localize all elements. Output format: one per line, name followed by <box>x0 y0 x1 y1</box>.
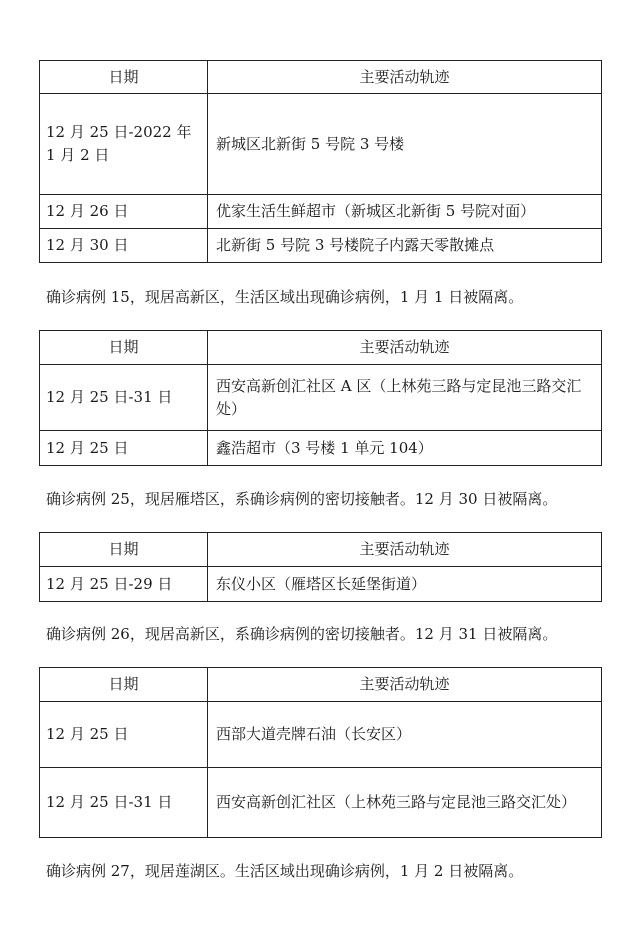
table-header-row <box>40 668 602 702</box>
table-row <box>40 431 602 466</box>
track-header: 主要活动轨迹 <box>208 668 602 702</box>
table-header-row <box>40 61 602 94</box>
table-row <box>40 567 602 602</box>
case-paragraph: 确诊病例 25，现居雁塔区，系确诊病例的密切接触者。12 月 30 日被隔离。 <box>46 490 558 508</box>
table-header-row <box>40 331 602 365</box>
track-table-3 <box>39 532 602 602</box>
table-row <box>40 229 602 263</box>
date-header: 日期 <box>40 61 208 94</box>
track-cell: 优家生活生鲜超市（新城区北新街 5 号院对面） <box>208 195 602 229</box>
track-table-2 <box>39 330 602 466</box>
case-paragraph: 确诊病例 27，现居莲湖区。生活区域出现确诊病例，1 月 2 日被隔离。 <box>46 862 524 880</box>
table-row <box>40 94 602 195</box>
date-cell: 12 月 30 日 <box>40 229 208 263</box>
table-row <box>40 195 602 229</box>
track-cell: 西安高新创汇社区 A 区（上林苑三路与定昆池三路交汇处） <box>208 365 602 431</box>
track-table-1 <box>39 60 602 263</box>
table-row <box>40 365 602 431</box>
date-cell: 12 月 25 日 <box>40 702 208 768</box>
track-cell: 西部大道壳牌石油（长安区） <box>208 702 602 768</box>
track-cell: 北新街 5 号院 3 号楼院子内露天零散摊点 <box>208 229 602 263</box>
case-paragraph: 确诊病例 15，现居高新区，生活区域出现确诊病例，1 月 1 日被隔离。 <box>46 288 524 306</box>
track-cell: 新城区北新街 5 号院 3 号楼 <box>208 94 602 195</box>
date-header: 日期 <box>40 331 208 365</box>
date-cell: 12 月 25 日-29 日 <box>40 567 208 602</box>
case-paragraph: 确诊病例 26，现居高新区，系确诊病例的密切接触者。12 月 31 日被隔离。 <box>46 625 558 643</box>
table-header-row <box>40 533 602 567</box>
date-header: 日期 <box>40 668 208 702</box>
date-cell: 12 月 25 日-31 日 <box>40 365 208 431</box>
date-cell: 12 月 25 日 <box>40 431 208 466</box>
date-cell: 12 月 26 日 <box>40 195 208 229</box>
track-cell: 东仪小区（雁塔区长延堡街道） <box>208 567 602 602</box>
table-row <box>40 702 602 768</box>
track-table-4 <box>39 667 602 838</box>
track-header: 主要活动轨迹 <box>208 533 602 567</box>
track-cell: 西安高新创汇社区（上林苑三路与定昆池三路交汇处） <box>208 768 602 838</box>
table-row <box>40 768 602 838</box>
date-header: 日期 <box>40 533 208 567</box>
date-cell: 12 月 25 日-2022 年 1 月 2 日 <box>40 94 208 195</box>
track-header: 主要活动轨迹 <box>208 61 602 94</box>
track-header: 主要活动轨迹 <box>208 331 602 365</box>
track-cell: 鑫浩超市（3 号楼 1 单元 104） <box>208 431 602 466</box>
date-cell: 12 月 25 日-31 日 <box>40 768 208 838</box>
